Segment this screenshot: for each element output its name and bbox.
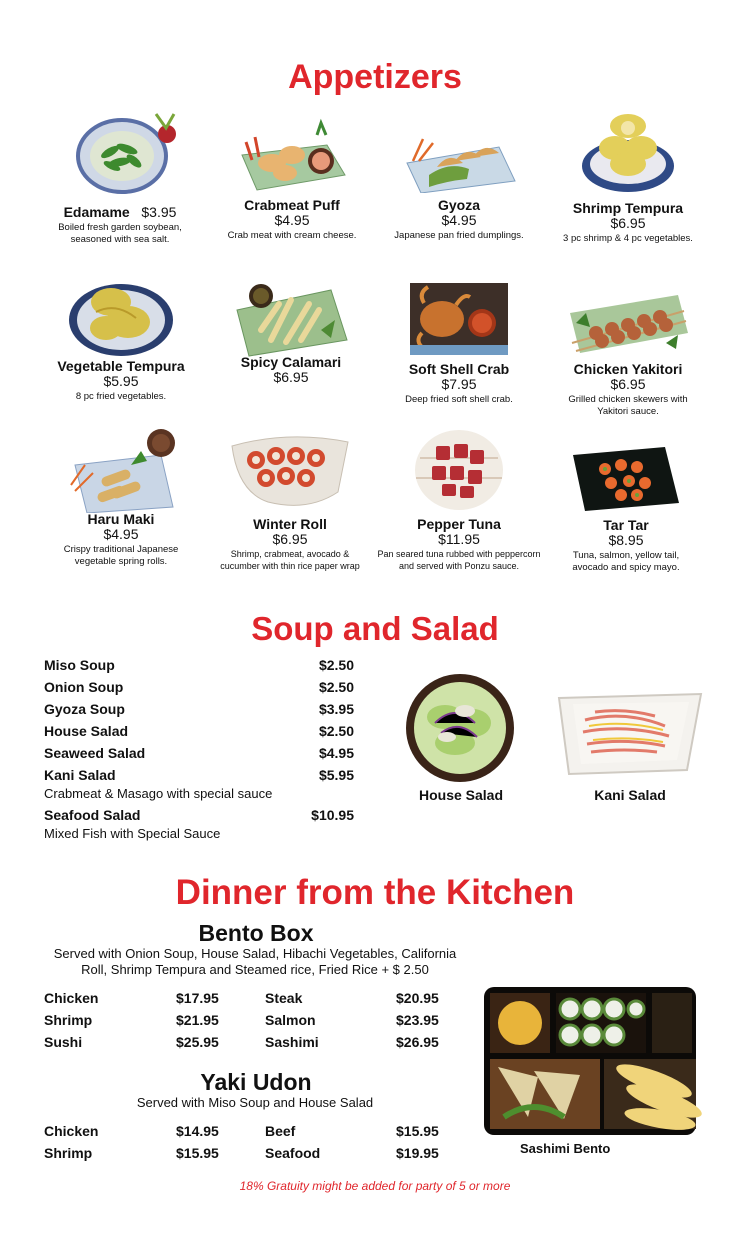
appetizer-price: $6.95	[272, 531, 308, 547]
gyoza-photo	[399, 115, 519, 193]
gratuity-note: 18% Gratuity might be added for party of 5 or more	[239, 1179, 511, 1193]
appetizer-desc: Shrimp, crabmeat, avocado & cucumber with thin rice paper wrap	[220, 549, 360, 571]
item-name: Chicken	[44, 990, 99, 1006]
appetizer-gyoza	[374, 115, 544, 242]
appetizer-price: $6.95	[610, 215, 646, 231]
appetizer-desc: 8 pc fried vegetables.	[75, 391, 167, 402]
appetizer-edamame	[35, 110, 205, 245]
bento-desc-line: Served with Onion Soup, House Salad, Hibachi Vegetables, California	[53, 946, 457, 961]
bento-box-title: Bento Box	[198, 920, 314, 946]
appetizer-name: Tar Tar	[603, 517, 649, 533]
appetizer-name: Soft Shell Crab	[408, 361, 510, 377]
appetizer-soft-shell-crab	[374, 283, 544, 406]
crabmeat-puff-photo	[237, 115, 347, 193]
item-name: House Salad	[44, 723, 129, 739]
item-name: Salmon	[265, 1012, 316, 1028]
menu-row	[44, 745, 354, 761]
item-price: $17.95	[176, 990, 219, 1006]
item-name: Seaweed Salad	[44, 745, 146, 761]
appetizer-price: $4.95	[274, 212, 310, 228]
item-price: $20.95	[396, 990, 439, 1006]
item-price: $19.95	[396, 1145, 439, 1161]
appetizer-name: Edamame	[63, 204, 130, 220]
chicken-yakitori-photo	[566, 283, 690, 355]
item-price: $2.50	[318, 657, 354, 673]
sashimi-bento-caption: Sashimi Bento	[520, 1141, 611, 1156]
item-price: $10.95	[311, 807, 354, 823]
item-price: $26.95	[396, 1034, 439, 1050]
item-price: $3.95	[318, 701, 354, 717]
item-name: Sashimi	[265, 1034, 319, 1050]
appetizer-desc: Japanese pan fried dumplings.	[394, 230, 524, 241]
appetizer-price: $3.95	[141, 204, 177, 220]
appetizer-pepper-tuna	[374, 428, 544, 572]
vegetable-tempura-photo	[66, 272, 176, 358]
item-price: $2.50	[318, 723, 354, 739]
item-name: Beef	[265, 1123, 296, 1139]
house-salad-photo	[405, 673, 515, 783]
item-desc: Crabmeat & Masago with special sauce	[44, 786, 273, 801]
item-name: Seafood	[265, 1145, 321, 1161]
tar-tar-photo	[571, 445, 681, 513]
house-salad-caption: House Salad	[418, 787, 504, 803]
appetizer-price: $11.95	[438, 531, 480, 547]
haru-maki-photo	[61, 425, 181, 513]
item-price: $4.95	[318, 745, 354, 761]
spicy-calamari-photo	[231, 270, 351, 358]
winter-roll-photo	[228, 432, 352, 510]
item-name: Chicken	[44, 1123, 99, 1139]
appetizer-name: Crabmeat Puff	[244, 197, 340, 213]
menu-row	[44, 657, 354, 673]
edamame-photo	[72, 104, 168, 196]
appetizer-name: Chicken Yakitori	[573, 361, 683, 377]
menu-row	[44, 807, 354, 823]
bento-desc-line: Roll, Shrimp Tempura and Steamed rice, Fried Rice + $ 2.50	[81, 962, 429, 977]
appetizer-name: Spicy Calamari	[240, 354, 342, 370]
appetizer-desc: Tuna, salmon, yellow tail, avocado and spicy mayo.	[572, 550, 680, 573]
appetizer-name: Gyoza	[437, 197, 480, 213]
appetizer-haru-maki	[36, 425, 206, 567]
item-price: $2.50	[318, 679, 354, 695]
appetizer-name: Vegetable Tempura	[57, 358, 185, 374]
appetizer-winter-roll	[205, 432, 375, 572]
appetizer-desc: Boiled fresh garden soybean, seasoned with sea salt.	[58, 222, 182, 245]
item-price: $15.95	[176, 1145, 219, 1161]
item-price: $15.95	[396, 1123, 439, 1139]
appetizer-desc: Crab meat with cream cheese.	[227, 230, 357, 241]
appetizer-spicy-calamari	[206, 270, 376, 385]
pepper-tuna-photo	[414, 428, 504, 512]
item-price: $14.95	[176, 1123, 219, 1139]
appetizers-title: Appetizers	[288, 58, 462, 96]
appetizer-crabmeat-puff	[207, 115, 377, 242]
item-name: Shrimp	[44, 1012, 93, 1028]
appetizer-price: $4.95	[103, 526, 139, 542]
appetizer-name: Pepper Tuna	[417, 516, 501, 532]
sashimi-bento-photo	[484, 987, 706, 1139]
appetizer-chicken-yakitori	[543, 283, 713, 417]
appetizer-shrimp-tempura	[543, 106, 713, 245]
menu-row	[44, 723, 354, 739]
item-price: $25.95	[176, 1034, 219, 1050]
appetizer-tar-tar	[541, 445, 711, 573]
appetizer-desc: Crispy traditional Japanese vegetable spring rolls.	[63, 544, 179, 567]
kani-salad-caption: Kani Salad	[594, 787, 666, 803]
appetizer-price: $4.95	[441, 212, 477, 228]
appetizer-name: Winter Roll	[253, 516, 327, 532]
appetizer-price: $6.95	[610, 376, 646, 392]
appetizer-desc: Pan seared tuna rubbed with peppercorn and served with Ponzu sauce.	[377, 549, 541, 571]
shrimp-tempura-photo	[573, 106, 683, 196]
appetizer-price: $7.95	[441, 376, 477, 392]
appetizer-desc: 3 pc shrimp & 4 pc vegetables.	[563, 233, 693, 244]
dinner-title: Dinner from the Kitchen	[175, 873, 575, 912]
item-desc: Mixed Fish with Special Sauce	[44, 826, 221, 841]
item-price: $5.95	[318, 767, 354, 783]
item-name: Miso Soup	[44, 657, 115, 673]
item-name: Shrimp	[44, 1145, 93, 1161]
kani-salad-photo	[555, 690, 705, 780]
menu-row	[44, 701, 354, 717]
item-name: Gyoza Soup	[44, 701, 125, 717]
menu-row	[44, 679, 354, 695]
appetizer-desc: Deep fried soft shell crab.	[405, 394, 513, 405]
item-name: Steak	[265, 990, 303, 1006]
appetizer-desc: Grilled chicken skewers with Yakitori sauce.	[568, 394, 688, 417]
soup-salad-title: Soup and Salad	[251, 610, 499, 647]
menu-row	[44, 767, 354, 783]
item-name: Kani Salad	[44, 767, 116, 783]
bento-box-desc	[20, 946, 490, 978]
item-price: $21.95	[176, 1012, 219, 1028]
appetizer-price: $5.95	[103, 373, 139, 389]
appetizer-name: Shrimp Tempura	[572, 200, 684, 216]
item-name: Sushi	[44, 1034, 83, 1050]
yaki-udon-title: Yaki Udon	[200, 1069, 312, 1095]
item-name: Onion Soup	[44, 679, 124, 695]
item-name: Seafood Salad	[44, 807, 141, 823]
item-price: $23.95	[396, 1012, 439, 1028]
soft-shell-crab-photo	[410, 283, 508, 355]
appetizer-vegetable-tempura	[36, 272, 206, 403]
appetizer-price: $8.95	[608, 532, 644, 548]
appetizer-price: $6.95	[273, 369, 309, 385]
yaki-udon-desc: Served with Miso Soup and House Salad	[136, 1095, 374, 1110]
appetizer-name: Haru Maki	[87, 511, 155, 527]
